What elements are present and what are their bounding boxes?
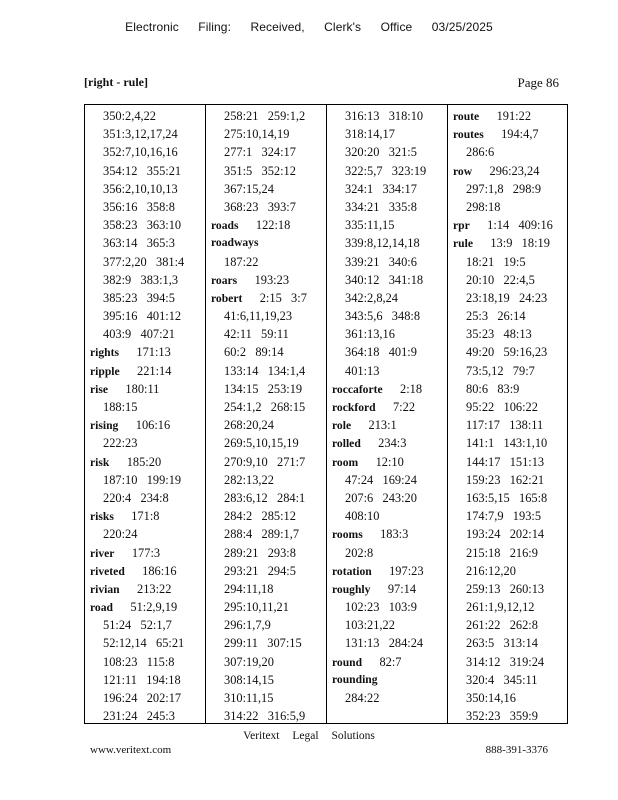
- index-references-continued: 385:23 394:5: [103, 290, 175, 305]
- index-term: river: [90, 546, 115, 560]
- index-references-continued: 320:20 321:5: [345, 145, 417, 160]
- index-term: rights: [90, 346, 119, 360]
- index-references-continued: 351:3,12,17,24: [103, 127, 178, 142]
- index-term: roars: [211, 273, 238, 287]
- filing-stamp-word: Received,: [250, 20, 305, 34]
- index-references: 97:14: [387, 581, 417, 596]
- index-entry: [85, 598, 205, 616]
- index-references-continued: 316:13 318:10: [345, 109, 424, 123]
- index-references: 221:14: [137, 363, 172, 378]
- index-references-continued: 259:13 260:13: [466, 581, 545, 596]
- index-entry: [85, 343, 205, 361]
- index-references-continued: 298:18: [466, 199, 501, 214]
- index-term: risks: [90, 510, 114, 524]
- index-entry: [327, 671, 447, 689]
- index-references-continued: 308:14,15: [224, 672, 274, 687]
- index-term: rotation: [332, 564, 372, 578]
- index-entry: [448, 162, 569, 180]
- index-term: riveted: [90, 564, 125, 578]
- index-entry: [206, 271, 326, 289]
- index-term: rolled: [332, 437, 361, 451]
- index-term: rounding: [332, 672, 378, 686]
- index-column-4: [448, 105, 569, 723]
- index-references-continued: 284:2 285:12: [224, 509, 296, 524]
- index-references-continued: 187:22: [224, 254, 259, 269]
- index-references-continued: 108:23 115:8: [103, 654, 175, 669]
- index-references-continued: 275:10,14,19: [224, 127, 290, 142]
- index-term: rpr: [453, 219, 470, 233]
- index-entry: [327, 453, 447, 471]
- index-references-continued: 131:13 284:24: [345, 636, 424, 651]
- filing-stamp-date: 03/25/2025: [431, 20, 493, 34]
- index-references: 13:9 18:19: [490, 236, 550, 251]
- index-references-continued: 314:12 319:24: [466, 654, 545, 669]
- index-entry: [327, 525, 447, 543]
- index-references-continued: 324:1 334:17: [345, 181, 417, 196]
- index-references: 213:22: [137, 581, 172, 596]
- index-references-continued: 222:23: [103, 436, 138, 451]
- index-references-continued: 187:10 199:19: [103, 472, 182, 487]
- index-references-continued: 121:11 194:18: [103, 672, 181, 687]
- index-entry: [327, 416, 447, 434]
- index-entry: [85, 380, 205, 398]
- index-references-continued: 350:2,4,22: [103, 109, 157, 123]
- index-references: 183:3: [380, 527, 409, 542]
- index-references-continued: 289:21 293:8: [224, 545, 296, 560]
- index-term: road: [90, 601, 113, 615]
- index-entry: [448, 125, 569, 143]
- index-references-continued: 269:5,10,15,19: [224, 436, 299, 451]
- index-column-3: [327, 105, 448, 723]
- index-term: rising: [90, 419, 119, 433]
- index-references-continued: 42:11 59:11: [224, 327, 289, 342]
- index-references-continued: 296:1,7,9: [224, 618, 271, 633]
- index-references: 171:8: [131, 509, 160, 524]
- index-entry: [448, 234, 569, 252]
- index-references-continued: 117:17 138:11: [466, 418, 544, 433]
- index-references-continued: 295:10,11,21: [224, 600, 289, 615]
- index-references-continued: 368:23 393:7: [224, 199, 296, 214]
- index-references-continued: 102:23 103:9: [345, 600, 417, 615]
- index-references-continued: 284:22: [345, 691, 380, 705]
- index-references-continued: 408:10: [345, 509, 380, 524]
- index-references-continued: 216:12,20: [466, 563, 516, 578]
- index-references-continued: 159:23 162:21: [466, 472, 545, 487]
- index-term: route: [453, 110, 480, 123]
- index-references-continued: 293:21 294:5: [224, 563, 296, 578]
- index-entry: [448, 107, 569, 125]
- index-references-continued: 261:22 262:8: [466, 618, 538, 633]
- index-references-continued: 258:21 259:1,2: [224, 109, 306, 123]
- index-references: 122:18: [255, 218, 291, 233]
- index-references-continued: 193:24 202:14: [466, 527, 545, 542]
- index-entry: [206, 216, 326, 234]
- index-references: 177:3: [131, 545, 161, 560]
- index-references-continued: 395:16 401:12: [103, 309, 182, 324]
- filing-stamp-word: Filing:: [198, 20, 232, 34]
- index-term: room: [332, 455, 359, 469]
- index-references-continued: 403:9 407:21: [103, 327, 175, 342]
- index-references-continued: 133:14 134:1,4: [224, 363, 306, 378]
- index-entry: [85, 362, 205, 380]
- index-references-continued: 356:16 358:8: [103, 199, 175, 214]
- index-references: 186:16: [142, 563, 177, 578]
- index-references-continued: 41:6,11,19,23: [224, 309, 293, 324]
- index-references: 193:23: [254, 272, 290, 287]
- index-references-continued: 231:24 245:3: [103, 709, 175, 723]
- index-references: 171:13: [136, 345, 171, 360]
- index-references-continued: 377:2,20 381:4: [103, 254, 185, 269]
- index-entry: [85, 507, 205, 525]
- index-term: rivian: [90, 582, 120, 596]
- filing-stamp-word: Electronic: [125, 20, 179, 34]
- index-references-continued: 196:24 202:17: [103, 691, 182, 705]
- index-references-continued: 307:19,20: [224, 654, 274, 669]
- index-references-continued: 188:15: [103, 400, 138, 414]
- index-references-continued: 95:22 106:22: [466, 400, 538, 414]
- index-references-continued: 174:7,9 193:5: [466, 509, 542, 524]
- filing-stamp-word: Office: [380, 20, 413, 34]
- index-references: 82:7: [379, 654, 402, 669]
- index-references-continued: 294:11,18: [224, 581, 274, 596]
- index-references-continued: 220:24: [103, 527, 138, 542]
- index-references-continued: 18:21 19:5: [466, 254, 526, 269]
- index-references-continued: 342:2,8,24: [345, 290, 399, 305]
- index-term: roccaforte: [332, 382, 383, 396]
- filing-stamp-header: [0, 20, 618, 34]
- index-references-continued: 141:1 143:1,10: [466, 436, 548, 451]
- index-entry: [327, 653, 447, 671]
- index-references-continued: 52:12,14 65:21: [103, 636, 185, 651]
- index-entry: [327, 434, 447, 452]
- index-term: roads: [211, 219, 239, 233]
- index-references-continued: 318:14,17: [345, 127, 395, 142]
- index-references-continued: 361:13,16: [345, 327, 395, 342]
- index-term: roadways: [211, 236, 259, 250]
- index-column-2: [206, 105, 327, 723]
- index-term: role: [332, 419, 352, 433]
- index-references: 197:23: [389, 563, 424, 578]
- index-references-continued: 335:11,15: [345, 218, 395, 233]
- index-references-continued: 283:6,12 284:1: [224, 490, 306, 505]
- index-references-continued: 339:8,12,14,18: [345, 236, 420, 251]
- index-references-continued: 268:20,24: [224, 418, 274, 433]
- index-references: 1:14 409:16: [487, 218, 553, 233]
- index-references-continued: 261:1,9,12,12: [466, 600, 535, 615]
- footer-website: www.veritext.com: [90, 744, 172, 756]
- index-references-continued: 47:24 169:24: [345, 472, 417, 487]
- footer-company-word: Veritext: [243, 730, 280, 742]
- index-references-continued: 351:5 352:12: [224, 163, 296, 178]
- index-references-continued: 320:4 345:11: [466, 672, 538, 687]
- footer-company-word: Legal: [292, 730, 319, 742]
- index-entry: [85, 453, 205, 471]
- index-term: rooms: [332, 528, 363, 542]
- index-term: roughly: [332, 582, 371, 596]
- footer-company-word: Solutions: [331, 730, 375, 742]
- index-references-continued: 282:13,22: [224, 472, 274, 487]
- filing-stamp-word: Clerk's: [324, 20, 362, 34]
- index-references-continued: 401:13: [345, 363, 380, 378]
- index-references-continued: 322:5,7 323:19: [345, 163, 427, 178]
- index-term: routes: [453, 128, 484, 142]
- index-term: robert: [211, 291, 243, 305]
- index-entry: [448, 216, 569, 234]
- index-references-continued: 60:2 89:14: [224, 345, 284, 360]
- index-references-continued: 297:1,8 298:9: [466, 181, 542, 196]
- index-entry: [85, 416, 205, 434]
- index-references: 2:15 3:7: [259, 290, 307, 305]
- index-references: 194:4,7: [501, 127, 539, 142]
- index-column-1: [85, 105, 206, 723]
- index-references-continued: 310:11,15: [224, 691, 274, 705]
- index-references: 51:2,9,19: [130, 600, 178, 615]
- index-term: rule: [453, 237, 473, 251]
- index-references: 7:22: [392, 400, 416, 414]
- index-references: 185:20: [126, 454, 162, 469]
- index-references-continued: 215:18 216:9: [466, 545, 538, 560]
- index-references-continued: 358:23 363:10: [103, 218, 182, 233]
- index-term: round: [332, 655, 363, 669]
- index-references-continued: 299:11 307:15: [224, 636, 302, 651]
- index-term: ripple: [90, 364, 120, 378]
- index-range-label: [right - rule]: [84, 75, 148, 89]
- index-references-continued: 363:14 365:3: [103, 236, 175, 251]
- index-references-continued: 263:5 313:14: [466, 636, 538, 651]
- index-references-continued: 352:7,10,16,16: [103, 145, 178, 160]
- index-references-continued: 343:5,6 348:8: [345, 309, 421, 324]
- index-references-continued: 340:12 341:18: [345, 272, 424, 287]
- index-references-continued: 134:15 253:19: [224, 381, 303, 396]
- index-references-continued: 73:5,12 79:7: [466, 363, 535, 378]
- index-references-continued: 20:10 22:4,5: [466, 272, 535, 287]
- index-references-continued: 277:1 324:17: [224, 145, 296, 160]
- index-references-continued: 103:21,22: [345, 618, 395, 633]
- index-references-continued: 202:8: [345, 545, 374, 560]
- index-entry: [327, 562, 447, 580]
- index-entry: [85, 544, 205, 562]
- index-entry: [85, 580, 205, 598]
- index-references-continued: 354:12 355:21: [103, 163, 182, 178]
- index-references-continued: 51:24 52:1,7: [103, 618, 172, 633]
- index-references-continued: 382:9 383:1,3: [103, 272, 179, 287]
- index-entry: [327, 580, 447, 598]
- index-references-continued: 367:15,24: [224, 181, 274, 196]
- index-references-continued: 314:22 316:5,9: [224, 709, 306, 723]
- index-references: 296:23,24: [489, 163, 540, 178]
- index-references-continued: 207:6 243:20: [345, 490, 417, 505]
- index-term: row: [453, 164, 473, 178]
- index-references-continued: 220:4 234:8: [103, 490, 169, 505]
- index-references-continued: 35:23 48:13: [466, 327, 532, 342]
- index-references-continued: 334:21 335:8: [345, 199, 417, 214]
- index-references: 213:1: [368, 418, 397, 433]
- index-references-continued: 352:23 359:9: [466, 709, 538, 723]
- index-references-continued: 288:4 289:1,7: [224, 527, 300, 542]
- index-entry: [85, 562, 205, 580]
- index-entry: [206, 289, 326, 307]
- index-entry: [327, 380, 447, 398]
- index-references: 234:3: [378, 436, 407, 451]
- index-term: rise: [90, 382, 109, 396]
- index-term: risk: [90, 455, 110, 469]
- index-references: 106:16: [135, 418, 171, 433]
- footer-phone: 888-391-3376: [485, 744, 548, 756]
- index-references: 180:11: [125, 381, 160, 396]
- index-references-continued: 144:17 151:13: [466, 454, 545, 469]
- index-references-continued: 23:18,19 24:23: [466, 290, 548, 305]
- index-references-continued: 25:3 26:14: [466, 309, 526, 324]
- index-references-continued: 49:20 59:16,23: [466, 345, 548, 360]
- index-references-continued: 339:21 340:6: [345, 254, 417, 269]
- index-references: 191:22: [496, 109, 532, 123]
- index-references-continued: 270:9,10 271:7: [224, 454, 306, 469]
- index-references-continued: 286:6: [466, 145, 495, 160]
- index-term: rockford: [332, 401, 376, 414]
- index-references-continued: 80:6 83:9: [466, 381, 520, 396]
- footer-company: [0, 730, 618, 742]
- index-references-continued: 163:5,15 165:8: [466, 490, 548, 505]
- index-entry: [206, 234, 326, 252]
- word-index-table: [84, 104, 568, 724]
- index-references-continued: 356:2,10,10,13: [103, 181, 178, 196]
- index-references-continued: 364:18 401:9: [345, 345, 417, 360]
- index-references-continued: 350:14,16: [466, 691, 516, 705]
- page-number: Page 86: [517, 75, 559, 90]
- index-entry: [327, 398, 447, 416]
- index-references: 12:10: [375, 454, 404, 469]
- index-references: 2:18: [400, 381, 423, 396]
- index-references-continued: 254:1,2 268:15: [224, 400, 306, 414]
